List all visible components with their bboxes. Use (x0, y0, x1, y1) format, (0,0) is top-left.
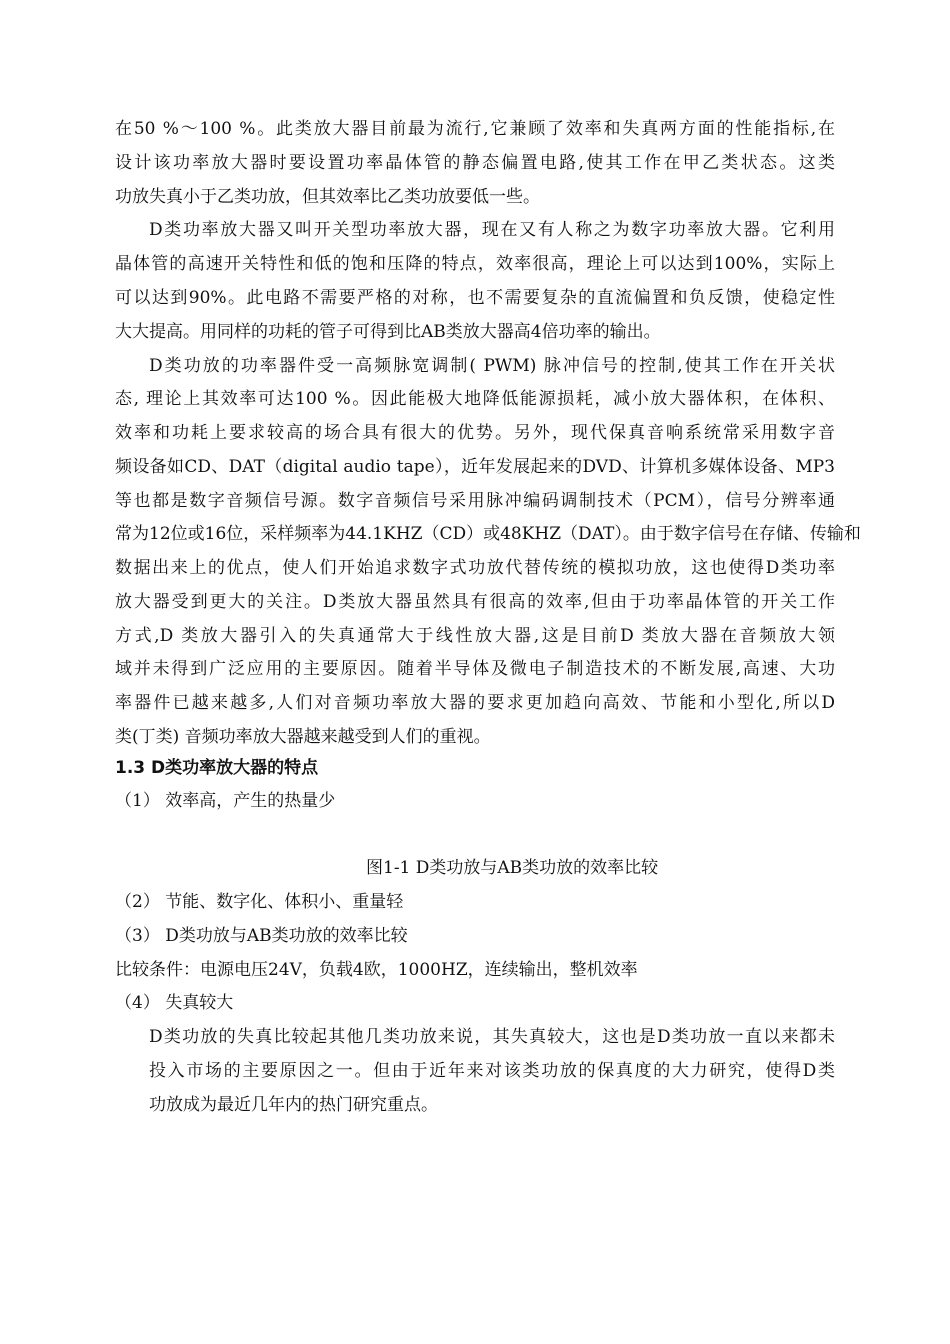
text-line: 方式,D 类放大器引入的失真通常大于线性放大器,这是目前D 类放大器在音频放大领 (115, 626, 835, 646)
text-line: 大大提高。用同样的功耗的管子可得到比AB类放大器高4倍功率的输出。 (115, 322, 661, 342)
text-line: 功放成为最近几年内的热门研究重点。 (149, 1095, 438, 1115)
text-line: 类(丁类) 音频功率放大器越来越受到人们的重视。 (115, 727, 491, 747)
text-line: 态, 理论上其效率可达100 %。因此能极大地降低能源损耗，减小放大器体积，在体积、 (115, 389, 835, 409)
text-line: 效率和功耗上要求较高的场合具有很大的优势。另外，现代保真音响系统常采用数字音 (115, 423, 835, 443)
text-line: 率器件已越来越多,人们对音频功率放大器的要求更加趋向高效、节能和小型化,所以D (115, 693, 835, 713)
section-heading: 1.3 D类功率放大器的特点 (115, 758, 319, 778)
list-item: （2） 节能、数字化、体积小、重量轻 (115, 892, 404, 912)
text-line: D类功放的功率器件受一高频脉宽调制( PWM) 脉冲信号的控制,使其工作在开关状 (149, 356, 835, 376)
text-line: 频设备如CD、DAT（digital audio tape），近年发展起来的DVD、计算机多媒体设备、MP3 (115, 457, 835, 477)
text-line: 数据出来上的优点，使人们开始追求数字式功放代替传统的模拟功放，这也使得D类功率 (115, 558, 835, 578)
text-line: 可以达到90%。此电路不需要严格的对称，也不需要复杂的直流偏置和负反馈，使稳定性 (115, 288, 835, 308)
text-line: 在50 %～100 %。此类放大器目前最为流行,它兼顾了效率和失真两方面的性能指标,在 (115, 119, 835, 139)
text-line: 域并未得到广泛应用的主要原因。随着半导体及微电子制造技术的不断发展,高速、大功 (115, 659, 835, 679)
text-line: 晶体管的高速开关特性和低的饱和压降的特点，效率很高，理论上可以达到100%，实际上 (115, 254, 835, 274)
text-line: 设计该功率放大器时要设置功率晶体管的静态偏置电路,使其工作在甲乙类状态。这类 (115, 153, 835, 173)
text-line: 等也都是数字音频信号源。数字音频信号采用脉冲编码调制技术（PCM），信号分辨率通 (115, 491, 835, 511)
text-line: D类功放的失真比较起其他几类功放来说，其失真较大，这也是D类功放一直以来都未 (149, 1027, 835, 1047)
figure-caption: 图1-1 D类功放与AB类功放的效率比较 (366, 858, 659, 878)
list-item: （4） 失真较大 (115, 993, 234, 1013)
text-line: 放大器受到更大的关注。D类放大器虽然具有很高的效率,但由于功率晶体管的开关工作 (115, 592, 835, 612)
list-item: （3） D类功放与AB类功放的效率比较 (115, 926, 408, 946)
text-line: 常为12位或16位，采样频率为44.1KHZ（CD）或48KHZ（DAT）。由于数字信号在存储、传输和 (115, 524, 861, 544)
text-line: D类功率放大器又叫开关型功率放大器，现在又有人称之为数字功率放大器。它利用 (149, 220, 835, 240)
comparison-conditions: 比较条件：电源电压24V，负载4欧，1000HZ，连续输出，整机效率 (115, 960, 638, 980)
text-line: 投入市场的主要原因之一。但由于近年来对该类功放的保真度的大力研究，使得D类 (149, 1061, 835, 1081)
list-item: （1） 效率高，产生的热量少 (115, 791, 336, 811)
text-line: 功放失真小于乙类功放，但其效率比乙类功放要低一些。 (115, 187, 540, 207)
